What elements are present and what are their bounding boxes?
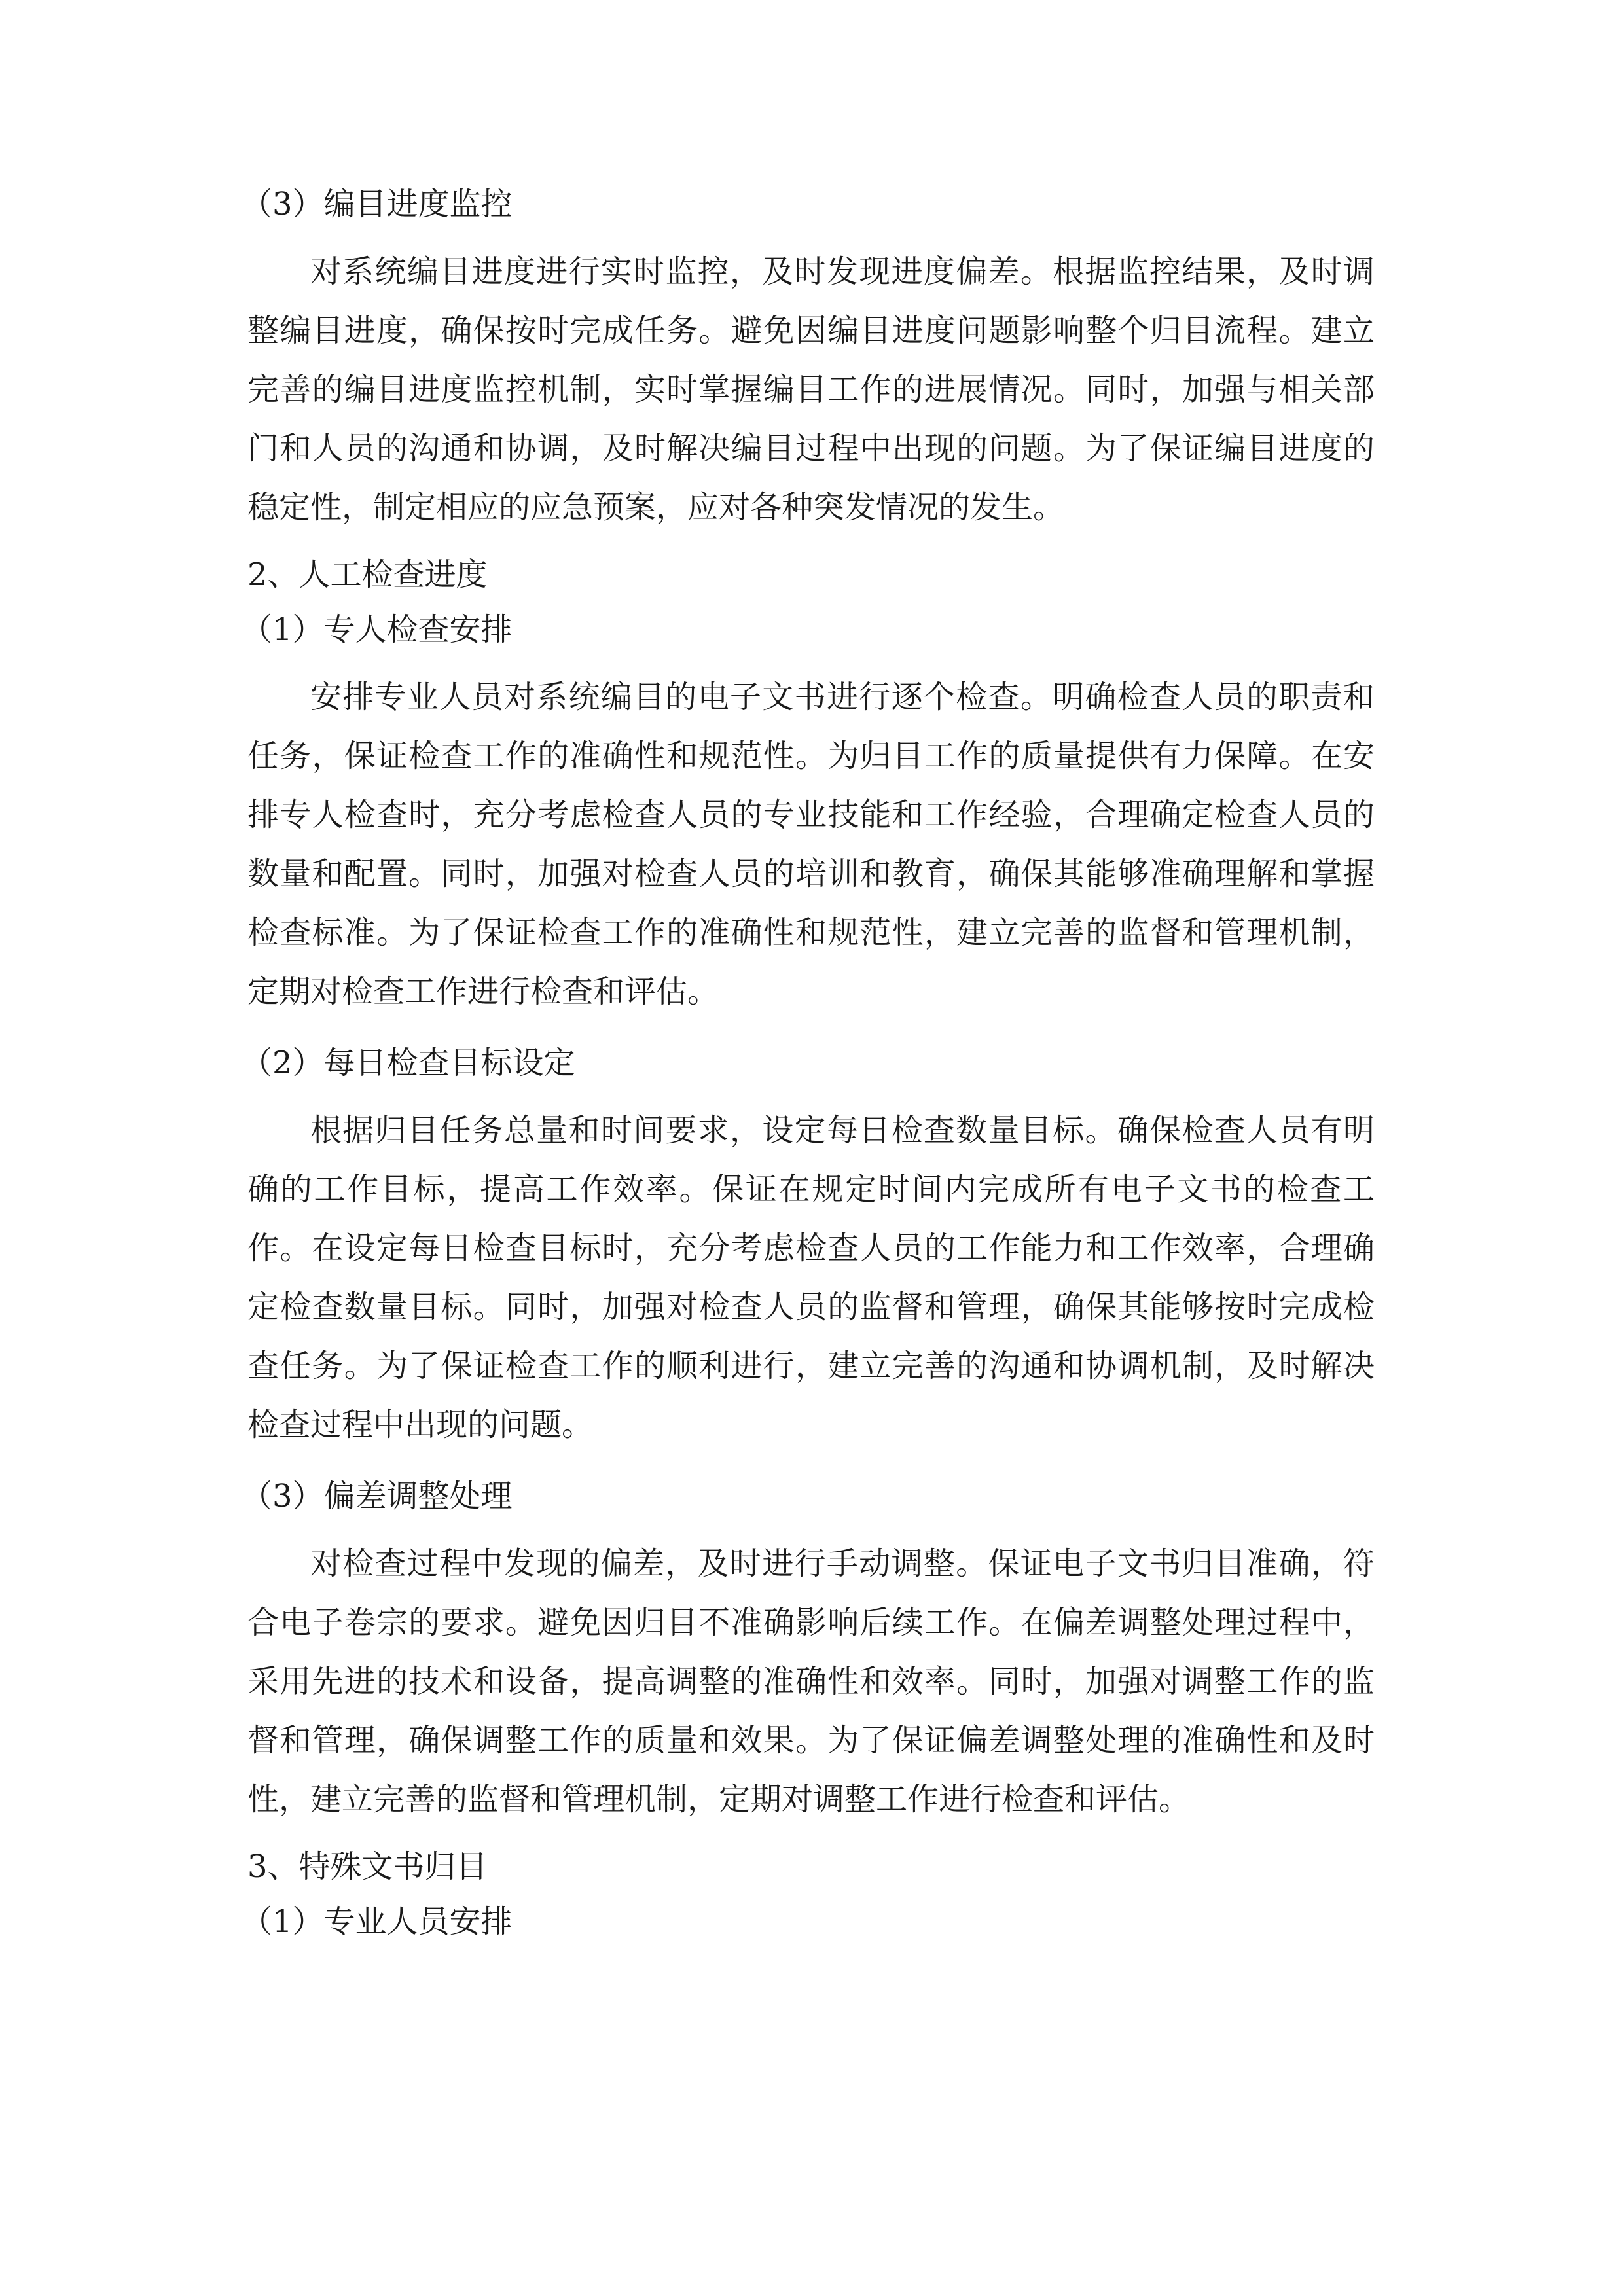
document-body	[241, 177, 1375, 1949]
section-heading: （3）偏差调整处理	[241, 1478, 513, 1515]
body-paragraph: 对系统编目进度进行实时监控，及时发现进度偏差。根据监控结果，及时调整编目进度，确保按时完成任务。避免因编目进度问题影响整个归目流程。建立完善的编目进度监控机制，实时掌握编目工作的进展情况。同时，加强与相关部门和人员的沟通和协调，及时解决编目过程中出现的问题。为了保证编目进度的稳定性，制定相应的应急预案，应对各种突发情况的发生。	[247, 253, 1375, 526]
section-heading: （2）每日检查目标设定	[241, 1045, 575, 1081]
section-heading: （1）专人检查安排	[241, 611, 513, 648]
body-paragraph: 根据归目任务总量和时间要求，设定每日检查数量目标。确保检查人员有明确的工作目标，提高工作效率。保证在规定时间内完成所有电子文书的检查工作。在设定每日检查目标时，充分考虑检查人员的工作能力和工作效率，合理确定检查数量目标。同时，加强对检查人员的监督和管理，确保其能够按时完成检查任务。为了保证检查工作的顺利进行，建立完善的沟通和协调机制，及时解决检查过程中出现的问题。	[247, 1112, 1375, 1443]
section-heading: （1）专业人员安排	[241, 1903, 513, 1940]
body-paragraph: 对检查过程中发现的偏差，及时进行手动调整。保证电子文书归目准确，符合电子卷宗的要求。避免因归目不准确影响后续工作。在偏差调整处理过程中，采用先进的技术和设备，提高调整的准确性和效率。同时，加强对调整工作的监督和管理，确保调整工作的质量和效果。为了保证偏差调整处理的准确性和及时性，建立完善的监督和管理机制，定期对调整工作进行检查和评估。	[247, 1545, 1375, 1818]
body-paragraph: 安排专业人员对系统编目的电子文书进行逐个检查。明确检查人员的职责和任务，保证检查工作的准确性和规范性。为归目工作的质量提供有力保障。在安排专人检查时，充分考虑检查人员的专业技能和工作经验，合理确定检查人员的数量和配置。同时，加强对检查人员的培训和教育，确保其能够准确理解和掌握检查标准。为了保证检查工作的准确性和规范性，建立完善的监督和管理机制，定期对检查工作进行检查和评估。	[247, 679, 1375, 1010]
section-heading: 2、人工检查进度	[247, 556, 488, 593]
section-heading: （3）编目进度监控	[241, 186, 513, 223]
section-heading: 3、特殊文书归目	[247, 1848, 488, 1885]
